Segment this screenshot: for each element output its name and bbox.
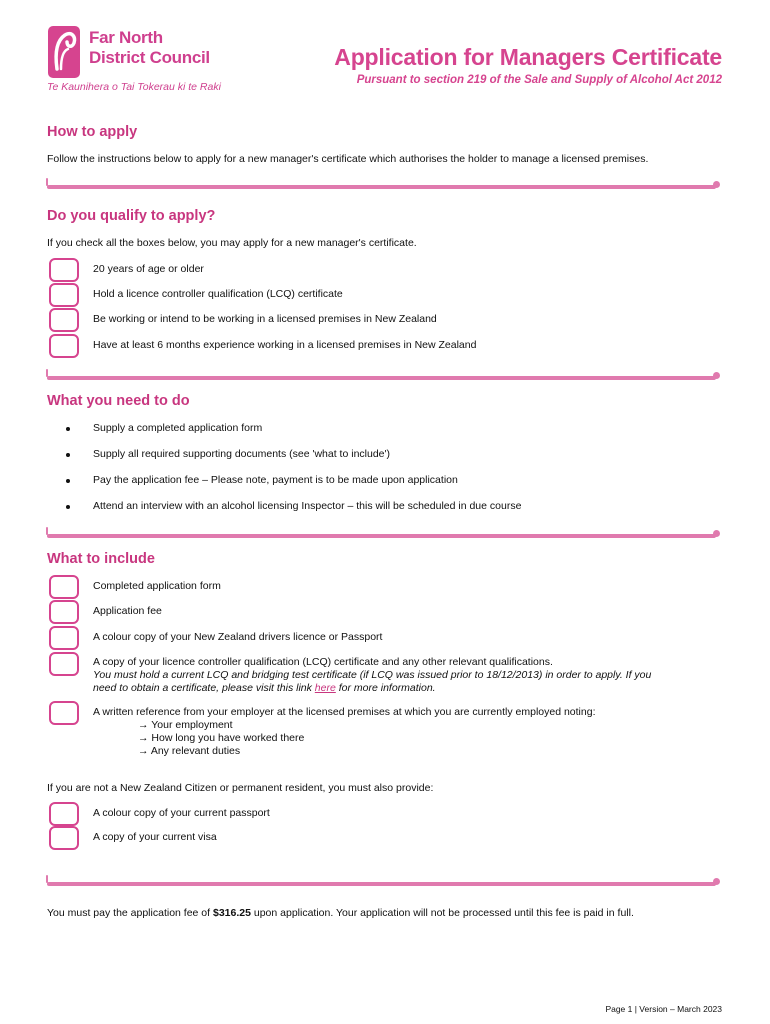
lcq-info-link[interactable]: here <box>314 682 336 694</box>
include-item: A copy of your licence controller qualification (LCQ) certificate and any other relevant qualifications. <box>93 656 553 668</box>
todo-item: Supply a completed application form <box>93 422 263 434</box>
employer-point <box>138 745 240 757</box>
fee-amount: $316.25 <box>212 907 251 919</box>
council-name-line-2: District Council <box>89 48 210 67</box>
fee-text: upon application. Your application will not be processed until this fee is paid in full. <box>250 907 634 919</box>
checkbox-working[interactable] <box>49 308 79 332</box>
how-to-apply-text: Follow the instructions below to apply for a new manager's certificate which authorises the holder to manage a licensed premises. <box>47 153 649 165</box>
lcq-note-line-1: You must hold a current LCQ and bridging test certificate (if LCQ was issued prior to 18/12/2013) in order to apply. If you <box>93 669 652 681</box>
council-logo-mark-icon <box>47 25 81 79</box>
employer-point <box>138 719 233 731</box>
bullet-icon <box>66 427 70 431</box>
include-item: Completed application form <box>93 580 221 592</box>
include-item: A written reference from your employer at the licensed premises at which you are currently employed noting: <box>93 706 596 718</box>
include-item: A colour copy of your New Zealand drivers licence or Passport <box>93 631 383 643</box>
arrow-right-icon: → <box>138 745 149 757</box>
bullet-icon <box>66 453 70 457</box>
checkbox-employer-reference[interactable] <box>49 701 79 725</box>
checkbox-passport-copy[interactable] <box>49 802 79 826</box>
section-divider <box>47 534 716 538</box>
qualify-item: 20 years of age or older <box>93 263 204 275</box>
checkbox-licence-copy[interactable] <box>49 626 79 650</box>
checkbox-experience[interactable] <box>49 334 79 358</box>
non-citizen-intro: If you are not a New Zealand Citizen or permanent resident, you must also provide: <box>47 782 434 794</box>
section-divider <box>47 882 716 886</box>
qualify-item: Have at least 6 months experience working in a licensed premises in New Zealand <box>93 339 477 351</box>
checkbox-age[interactable] <box>49 258 79 282</box>
council-logo <box>47 25 247 95</box>
employer-point <box>138 732 304 744</box>
non-citizen-item: A copy of your current visa <box>93 831 217 843</box>
checkbox-application-form[interactable] <box>49 575 79 599</box>
arrow-right-icon: → <box>138 719 149 731</box>
qualify-intro: If you check all the boxes below, you may apply for a new manager's certificate. <box>47 237 417 249</box>
section-heading-qualify: Do you qualify to apply? <box>47 208 216 224</box>
employer-point-text: Any relevant duties <box>150 745 241 757</box>
lcq-note-text: need to obtain a certificate, please visit this link <box>93 682 315 694</box>
non-citizen-item: A colour copy of your current passport <box>93 807 270 819</box>
section-divider <box>47 376 716 380</box>
lcq-note-text: for more information. <box>335 682 436 694</box>
fee-text: You must pay the application fee of <box>47 907 213 919</box>
todo-item: Pay the application fee – Please note, payment is to be made upon application <box>93 474 458 486</box>
document-title: Application for Managers Certificate <box>334 44 722 70</box>
qualify-item: Be working or intend to be working in a licensed premises in New Zealand <box>93 313 437 325</box>
section-heading-how-to-apply: How to apply <box>47 124 138 140</box>
qualify-item: Hold a licence controller qualification (LCQ) certificate <box>93 288 343 300</box>
council-name-line-1: Far North <box>89 28 163 47</box>
arrow-right-icon: → <box>138 732 149 744</box>
lcq-note-line-2 <box>93 682 436 694</box>
section-heading-todo: What you need to do <box>47 393 190 409</box>
checkbox-lcq-copy[interactable] <box>49 652 79 676</box>
include-item: Application fee <box>93 605 162 617</box>
bullet-icon <box>66 505 70 509</box>
council-tagline: Te Kaunihera o Tai Tokerau ki te Raki <box>47 81 221 93</box>
todo-item: Supply all required supporting documents (see 'what to include') <box>93 448 391 460</box>
council-name <box>89 28 210 68</box>
employer-point-text: How long you have worked there <box>151 732 305 744</box>
page-footer: Page 1 | Version – March 2023 <box>605 1004 722 1014</box>
checkbox-application-fee[interactable] <box>49 600 79 624</box>
todo-item: Attend an interview with an alcohol licensing Inspector – this will be scheduled in due course <box>93 500 522 512</box>
bullet-icon <box>66 479 70 483</box>
fee-statement <box>47 907 634 919</box>
section-divider <box>47 185 716 189</box>
employer-point-text: Your employment <box>151 719 233 731</box>
checkbox-visa-copy[interactable] <box>49 826 79 850</box>
checkbox-lcq[interactable] <box>49 283 79 307</box>
section-heading-include: What to include <box>47 551 155 567</box>
document-subtitle: Pursuant to section 219 of the Sale and Supply of Alcohol Act 2012 <box>356 74 722 86</box>
